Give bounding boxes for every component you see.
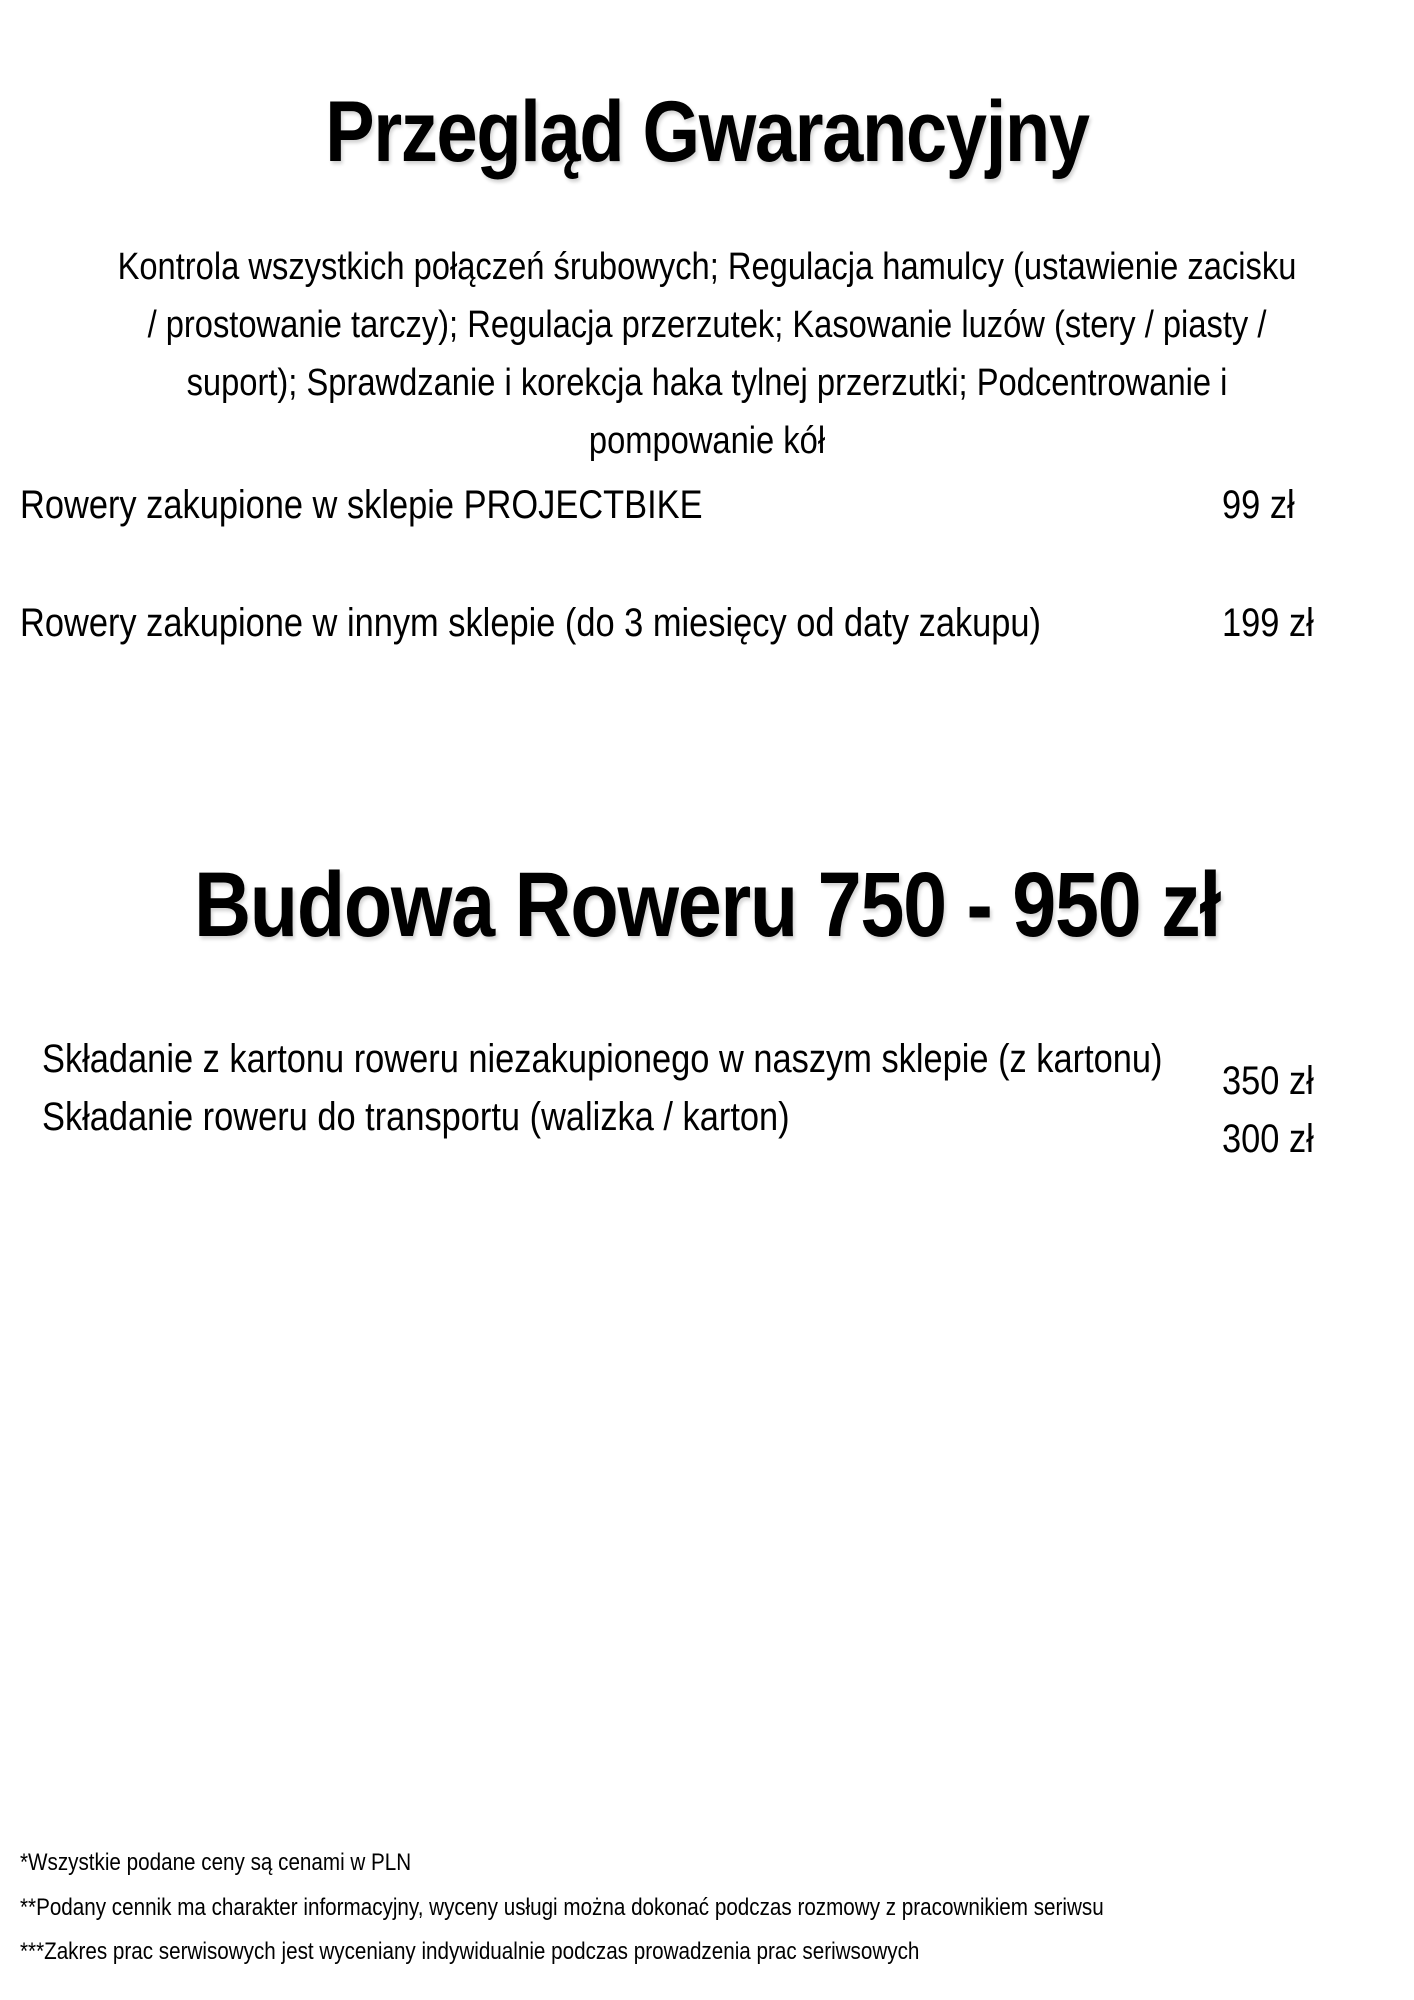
build-item-label: Składanie roweru do transportu (walizka / karton) [42,1095,790,1139]
warranty-row-price: 199 zł [1222,601,1314,645]
warranty-description: Kontrola wszystkich połączeń śrubowych; Regulacja hamulcy (ustawienie zacisku / prostowanie tarczy); Regulacja przerzutek; Kasowanie luzów (stery / piasty / suport); Sprawdzanie i korekcja haka tylnej przerzutki; Podcentrowanie i pompowanie kół [117,246,1297,462]
warranty-row-price: 99 zł [1222,483,1295,527]
warranty-row-label: Rowery zakupione w innym sklepie (do 3 miesięcy od daty zakupu) [20,601,1042,645]
warranty-row-label: Rowery zakupione w sklepie PROJECTBIKE [20,483,703,527]
bike-build-section-title: Budowa Roweru 750 - 950 zł [193,854,1221,956]
warranty-section-title: Przegląd Gwarancyjny [325,84,1089,180]
build-item-price: 300 zł [1222,1117,1314,1161]
footnote: **Podany cennik ma charakter informacyjny, wyceny usługi można dokonać podczas rozmowy z pracownikiem seriwsu [20,1894,1104,1921]
build-item-price: 350 zł [1222,1059,1314,1103]
footnote: *Wszystkie podane ceny są cenami w PLN [20,1849,412,1876]
footnote: ***Zakres prac serwisowych jest wyceniany indywidualnie podczas prowadzenia prac seriwsowych [20,1938,920,1965]
build-item-label: Składanie z kartonu roweru niezakupionego w naszym sklepie (z kartonu) [42,1037,1163,1081]
